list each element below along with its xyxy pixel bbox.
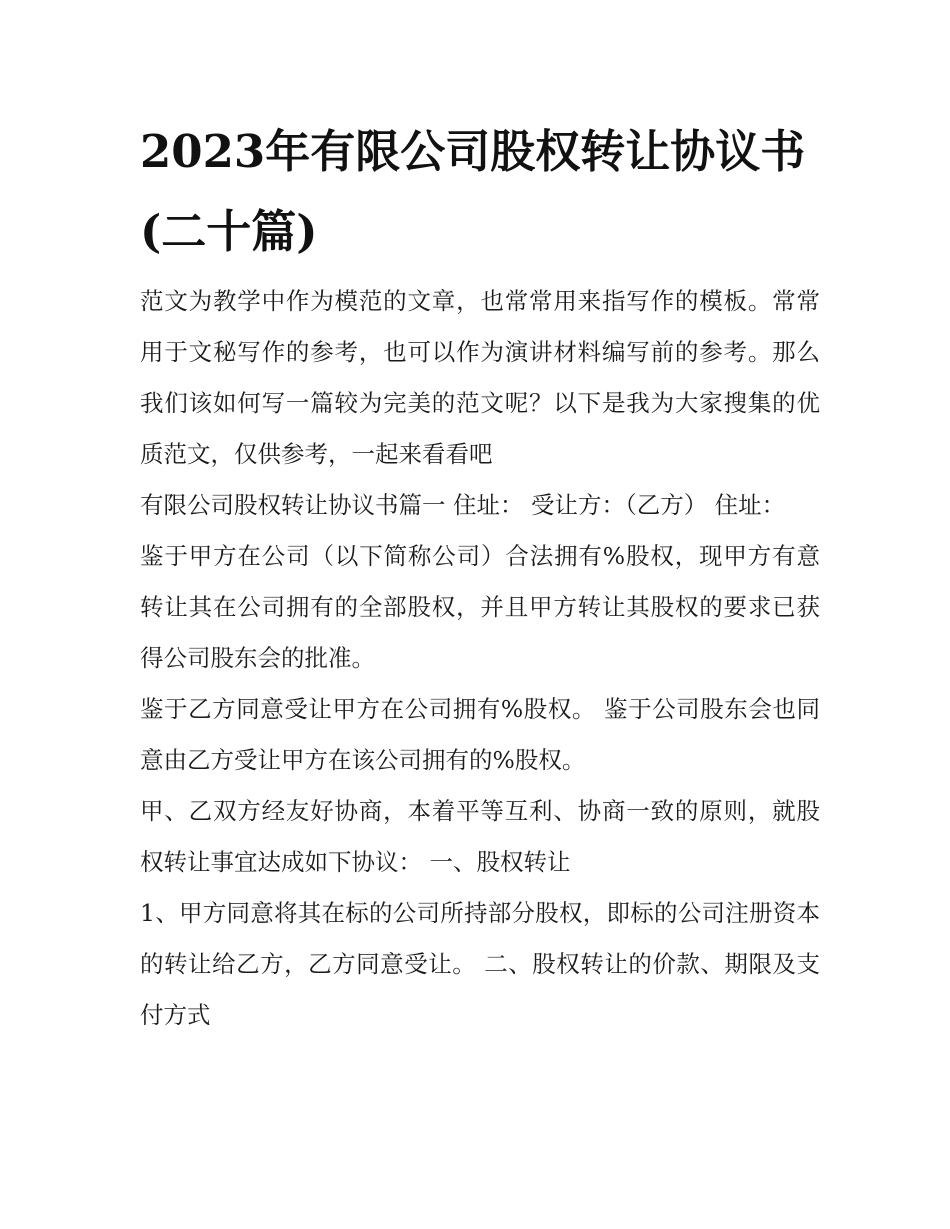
whereas-party-a-paragraph: 鉴于甲方在公司（以下简称公司）合法拥有%股权，现甲方有意转让其在公司拥有的全部股权，并且甲方转让其股权的要求已获得公司股东会的批准。 bbox=[140, 542, 820, 672]
clause-one-paragraph: 1、甲方同意将其在标的公司所持部分股权，即标的公司注册资本的转让给乙方，乙方同意受让。 二、股权转让的价款、期限及支付方式 bbox=[140, 899, 820, 1029]
document-body bbox=[140, 276, 820, 1041]
intro-paragraph: 范文为教学中作为模范的文章，也常常用来指写作的模板。常常用于文秘写作的参考，也可以作为演讲材料编写前的参考。那么我们该如何写一篇较为完美的范文呢？以下是我为大家搜集的优质范文，仅供参考，一起来看看吧 bbox=[140, 287, 820, 468]
agreement-preamble-paragraph: 甲、乙双方经友好协商，本着平等互利、协商一致的原则，就股权转让事宜达成如下协议： 一、股权转让 bbox=[140, 797, 820, 876]
section-one-header-paragraph: 有限公司股权转让协议书篇一 住址： 受让方：（乙方） 住址： bbox=[140, 491, 786, 519]
document-title: 2023年有限公司股权转让协议书(二十篇) bbox=[140, 125, 806, 258]
whereas-party-b-paragraph: 鉴于乙方同意受让甲方在公司拥有%股权。 鉴于公司股东会也同意由乙方受让甲方在该公司拥有的%股权。 bbox=[140, 695, 820, 774]
